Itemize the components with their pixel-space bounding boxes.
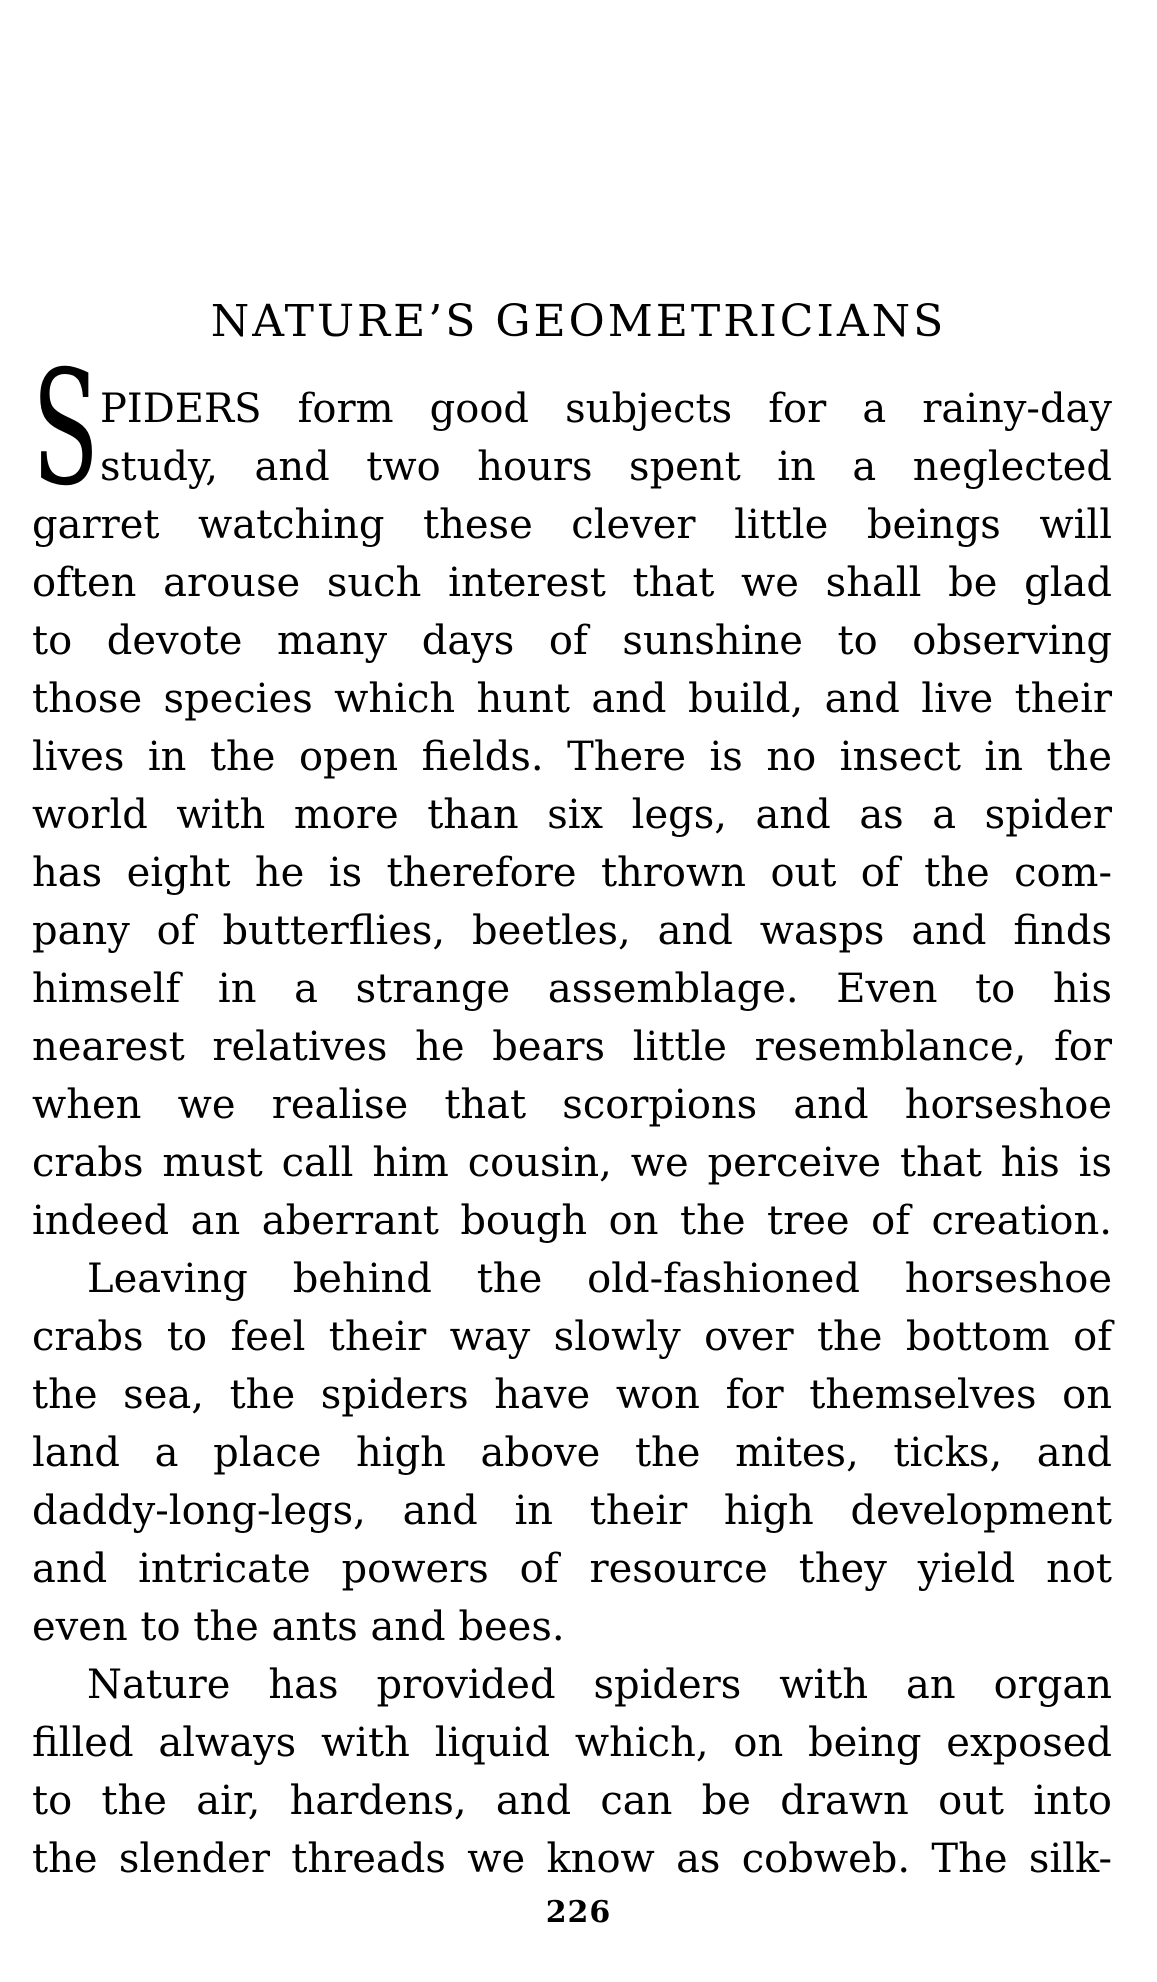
text-line: nearest relatives he bears little resemblance, for — [32, 1024, 1112, 1070]
text-line: indeed an aberrant bough on the tree of creation. — [32, 1198, 1112, 1244]
chapter-title: NATURE’S GEOMETRICIANS — [210, 296, 947, 347]
text-line: pany of butterflies, beetles, and wasps and finds — [32, 908, 1112, 954]
text-line: and intricate powers of resource they yield not — [32, 1546, 1112, 1592]
text-line: those species which hunt and build, and live their — [32, 676, 1112, 722]
text-line: world with more than six legs, and as a spider — [32, 792, 1112, 838]
page-number: 226 — [545, 1895, 612, 1930]
text-line: filled always with liquid which, on being exposed — [32, 1720, 1112, 1766]
text-line: has eight he is therefore thrown out of the com- — [32, 850, 1112, 896]
text-line: Nature has provided spiders with an organ — [87, 1662, 1112, 1708]
paragraph — [32, 337, 1112, 1250]
text-line: crabs must call him cousin, we perceive that his is — [32, 1140, 1112, 1186]
text-line: land a place high above the mites, ticks, and — [32, 1430, 1112, 1476]
text-line: PIDERS form good subjects for a rainy-day — [100, 386, 1112, 432]
text-line: to devote many days of sunshine to observing — [32, 618, 1112, 664]
paragraph — [32, 1656, 1112, 1888]
body-text — [32, 337, 1112, 1888]
drop-cap: S — [32, 337, 100, 521]
text-line: the sea, the spiders have won for themselves on — [32, 1372, 1112, 1418]
text-line: the slender threads we know as cobweb. The silk- — [32, 1836, 1112, 1882]
text-line: study, and two hours spent in a neglected — [100, 444, 1112, 490]
text-line: crabs to feel their way slowly over the bottom of — [32, 1314, 1112, 1360]
paragraph — [32, 1250, 1112, 1656]
text-line: daddy-long-legs, and in their high development — [32, 1488, 1112, 1534]
text-line: often arouse such interest that we shall be glad — [32, 560, 1112, 606]
text-line: lives in the open fields. There is no insect in the — [32, 734, 1112, 780]
text-line: to the air, hardens, and can be drawn out into — [32, 1778, 1112, 1824]
text-line: himself in a strange assemblage. Even to his — [32, 966, 1112, 1012]
text-line: Leaving behind the old-fashioned horseshoe — [87, 1256, 1112, 1302]
text-line: when we realise that scorpions and horseshoe — [32, 1082, 1112, 1128]
text-line: garret watching these clever little beings will — [32, 502, 1112, 548]
text-line: even to the ants and bees. — [32, 1604, 565, 1650]
